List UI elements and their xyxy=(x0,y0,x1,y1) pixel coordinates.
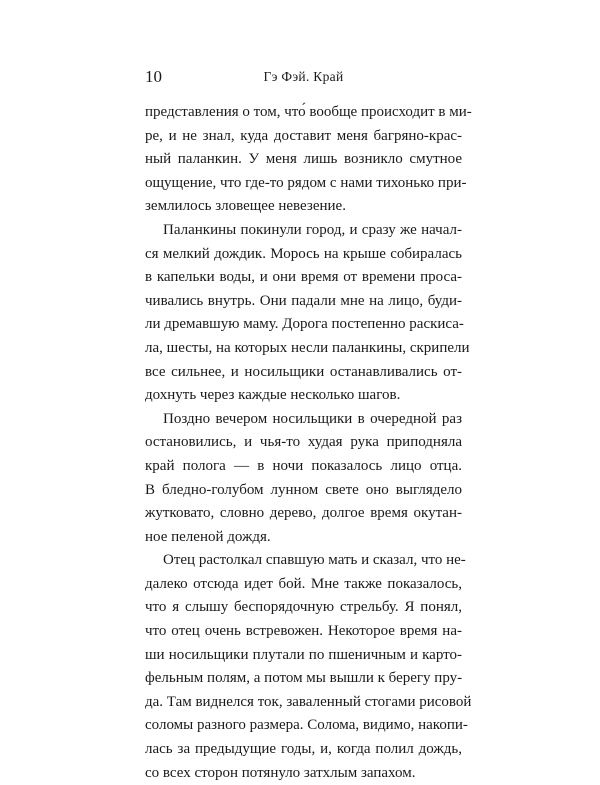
text-line: остановились, и чья-то худая рука приподняла xyxy=(145,434,462,451)
text-line: ный паланкин. У меня лишь возникло смутное xyxy=(145,151,462,168)
text-line: со всех сторон потянуло затхлым запахом. xyxy=(145,764,416,781)
text-line: в капельки воды, и они время от времени проса- xyxy=(145,269,462,286)
text-line: ли дремавшую маму. Дорога постепенно раскиса- xyxy=(145,316,464,333)
page-header xyxy=(145,66,462,88)
text-line: Отец растолкал спавшую мать и сказал, что не- xyxy=(163,552,466,569)
text-line: дохнуть через каждые несколько шагов. xyxy=(145,387,401,404)
text-line: да. Там виднелся ток, заваленный стогами рисовой xyxy=(145,693,472,710)
text-line: жутковато, словно дерево, долгое время окутан- xyxy=(145,505,462,522)
text-line: чивались внутрь. Они падали мне на лицо, буди- xyxy=(145,292,462,309)
text-line: соломы разного размера. Солома, видимо, накопи- xyxy=(145,717,468,734)
text-line: ощущение, что где-то рядом с нами тихонько при- xyxy=(145,174,467,191)
text-line: Поздно вечером носильщики в очередной раз xyxy=(163,410,462,427)
body-text xyxy=(145,101,472,785)
page-number: 10 xyxy=(145,67,162,86)
text-line: край полога — в ночи показалось лицо отца. xyxy=(145,457,462,474)
text-line: представления о том, что́ вообще происходит в ми- xyxy=(145,104,472,120)
text-line: ре, и не знал, куда доставит меня багряно-крас- xyxy=(145,127,462,144)
text-line: ное пеленой дождя. xyxy=(145,528,271,545)
running-head: Гэ Фэй. Край xyxy=(263,69,344,84)
text-line: ся мелкий дождик. Морось на крыше собиралась xyxy=(145,245,462,262)
text-line: далеко отсюда идет бой. Мне также показалось, xyxy=(145,575,462,592)
text-line: ши носильщики плутали по пшеничным и карто- xyxy=(145,646,462,663)
text-line: В бледно-голубом лунном свете оно выглядело xyxy=(145,481,462,498)
text-line: Паланкины покинули город, и сразу же начал- xyxy=(163,221,462,238)
text-line: ла, шесты, на которых несли паланкины, скрипели xyxy=(145,339,470,356)
text-line: что я слышу беспорядочную стрельбу. Я понял, xyxy=(145,599,462,616)
text-line: что отец очень встревожен. Некоторое время на- xyxy=(145,623,462,640)
text-line: все сильнее, и носильщики останавливались от- xyxy=(145,363,462,380)
text-line: лась за предыдущие годы, и, когда полил дождь, xyxy=(145,741,462,758)
text-line: землилось зловещее невезение. xyxy=(145,198,346,215)
text-line: фельным полям, а потом мы вышли к берегу пру- xyxy=(145,670,463,687)
